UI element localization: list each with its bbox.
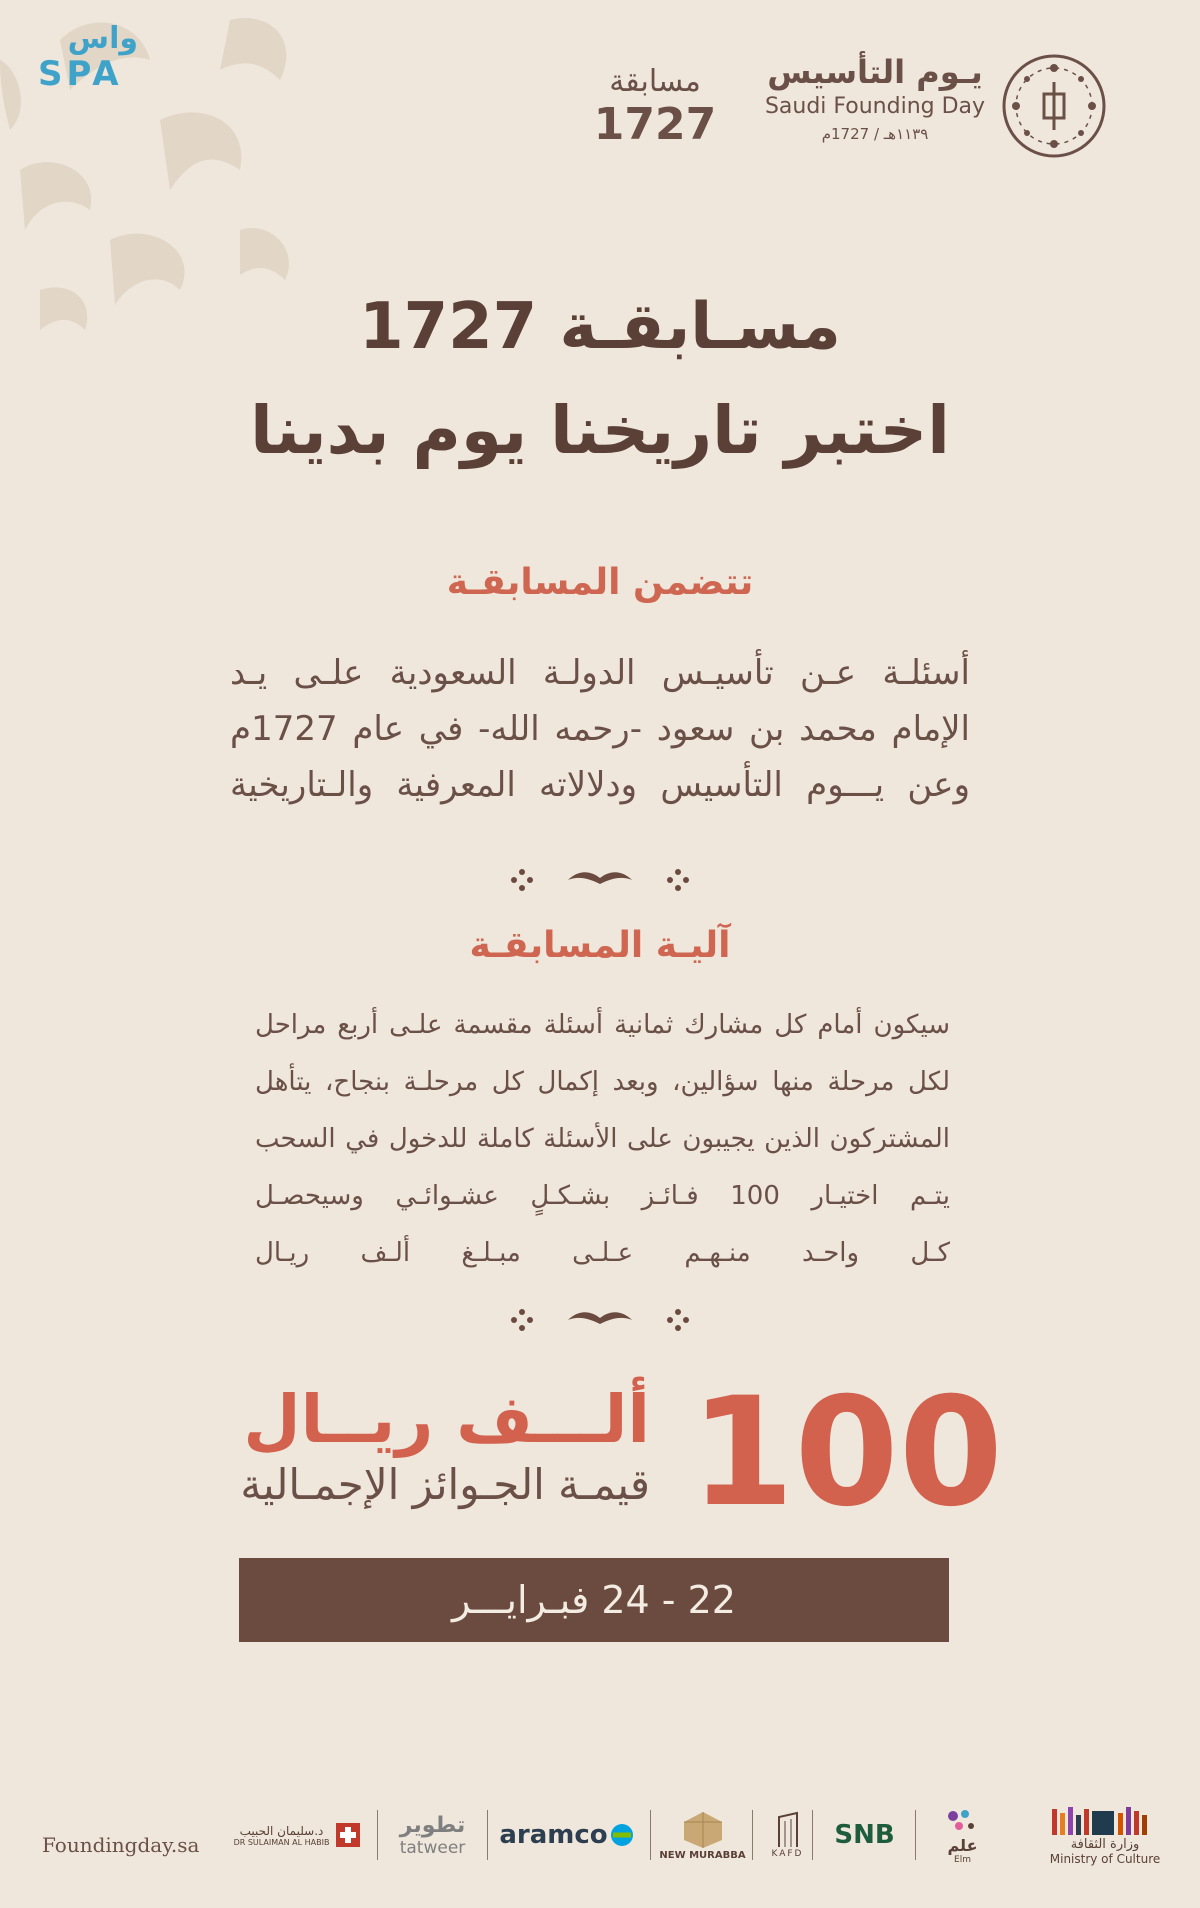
competition-label (590, 65, 720, 151)
sponsor-dr-sulaiman-al-habib (225, 1800, 370, 1870)
sponsor-name-ar: وزارة الثقافة (1070, 1836, 1140, 1852)
sponsor-name: Elm (954, 1854, 971, 1865)
sponsor-name-ar: علم (947, 1835, 978, 1855)
competition-number: 1727 (593, 99, 717, 150)
date-label: 22 - 24 فبـرايـــر (452, 1578, 736, 1622)
includes-line: وعن يـــوم التأسيس ودلالاته المعرفية والـتاريخية (230, 765, 970, 805)
ministry-of-culture-icon (1050, 1805, 1160, 1837)
founding-day-arabic: يـوم التأسيس (767, 53, 983, 91)
new-murabba-icon (682, 1810, 724, 1850)
mechanism-line: كـل واحـد منـهـم عـلـى مبـلـغ ألـف ريـال (255, 1238, 950, 1268)
sponsor-name: KAFD (771, 1849, 804, 1859)
sponsor-separator (487, 1810, 488, 1860)
kafd-icon (775, 1811, 801, 1849)
sponsor-separator (752, 1810, 753, 1860)
includes-heading: تتضمن المسابقـة (446, 562, 754, 603)
founding-day-emblem-icon (1000, 52, 1108, 160)
sponsor-name: DR SULAIMAN AL HABIB (233, 1837, 330, 1847)
spa-logo (38, 22, 138, 94)
medical-cross-icon (335, 1822, 361, 1848)
founding-day-logo (760, 52, 1020, 162)
website-link[interactable]: Foundingday.sa (42, 1833, 200, 1857)
sponsor-name: Ministry of Culture (1049, 1851, 1161, 1866)
includes-text (230, 645, 970, 813)
sponsor-separator (915, 1810, 916, 1860)
sponsor-name-ar: تطوير (399, 1812, 466, 1838)
sponsor-separator (812, 1810, 813, 1860)
prize-amount: 100 (690, 1366, 1004, 1540)
sponsor-separator (650, 1810, 651, 1860)
sponsor-name: aramco (499, 1820, 608, 1850)
sponsor-aramco (495, 1800, 640, 1870)
page-title: مسـابقـة 1727 (359, 290, 841, 364)
sponsor-name: tatweer (399, 1837, 466, 1858)
prize-caption: قيمـة الجـوائز الإجمـالية (240, 1460, 650, 1509)
includes-line: أسئلـة عـن تأسيـس الدولـة السعودية علـى يـد (230, 653, 970, 693)
sponsor-ministry-of-culture (1040, 1800, 1170, 1870)
sponsor-snb (822, 1800, 907, 1870)
ornament-divider-icon (500, 1302, 700, 1336)
sponsor-separator (377, 1810, 378, 1860)
spa-logo-arabic: واس (67, 21, 138, 56)
founding-day-dates: ١١٣٩هـ / 1727م (821, 125, 929, 143)
sponsor-name: NEW MURABBA (659, 1849, 746, 1861)
page-subtitle: اختبر تاريخنا يوم بدينا (250, 392, 950, 469)
sponsor-tatweer (385, 1800, 480, 1870)
mechanism-line: لكل مرحلة منها سؤالين، وبعد إكمال كل مرحلـة بنجاح، يتأهل (255, 1067, 950, 1097)
date-banner (239, 1558, 949, 1642)
prize-unit: ألـــف ريــال (243, 1381, 650, 1458)
ornament-divider-icon (500, 862, 700, 896)
mechanism-heading: آليـة المسابقـة (469, 925, 731, 966)
aramco-star-icon (608, 1821, 636, 1849)
spa-logo-latin: SPA (38, 54, 123, 94)
sponsor-name-ar: د.سليمان الحبيب (239, 1823, 324, 1838)
sponsor-name: SNB (834, 1820, 895, 1850)
sponsor-elm (925, 1800, 1000, 1870)
mechanism-line: سيكون أمام كل مشارك ثمانية أسئلة مقسمة علـى أربع مراحل (255, 1010, 950, 1040)
prize-text (240, 1380, 650, 1510)
mechanism-line: المشتركون الذين يجيبون على الأسئلة كاملة للدخول في السحب (255, 1124, 950, 1154)
mechanism-text (255, 997, 950, 1282)
elm-icon (943, 1806, 983, 1836)
competition-word: مسابقة (609, 64, 701, 99)
founding-day-english: Saudi Founding Day (764, 94, 986, 119)
sponsor-kafd (765, 1800, 810, 1870)
includes-line: الإمام محمد بن سعود -رحمه الله- في عام 1727م (230, 709, 970, 749)
sponsor-new-murabba (655, 1800, 750, 1870)
mechanism-line: يتـم اختيـار 100 فـائـز بشـكـلٍ عشـوائـي وسيحصـل (255, 1181, 950, 1211)
